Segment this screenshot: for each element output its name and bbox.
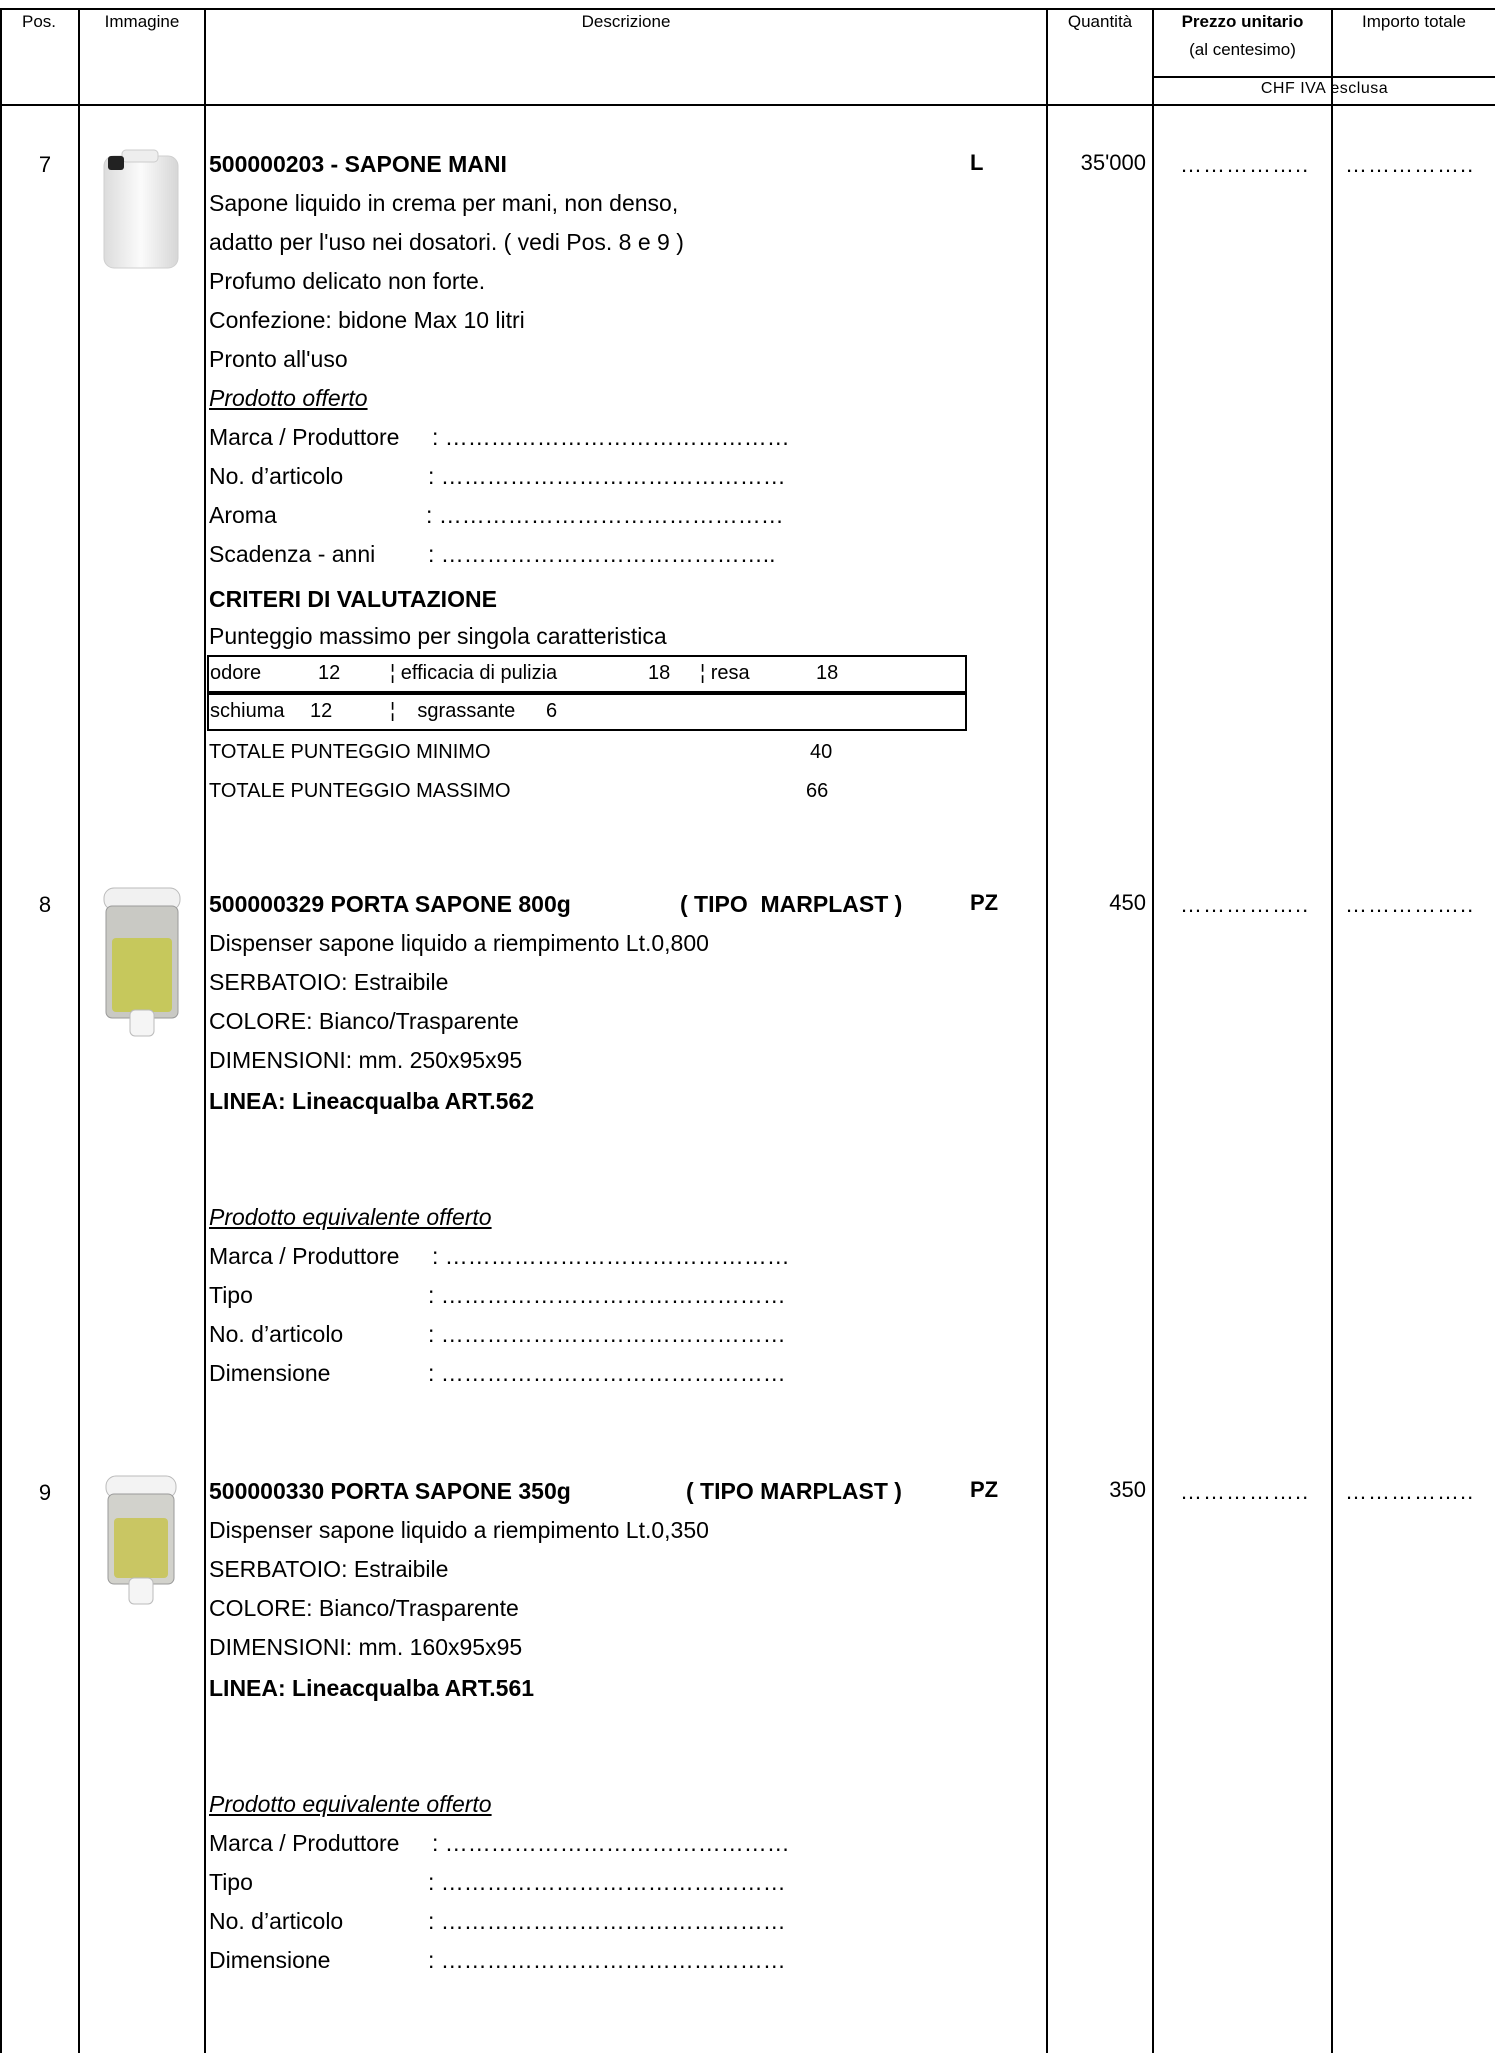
item-8-desc-2: SERBATOIO: Estraibile (209, 969, 449, 995)
item-7-unit: L (970, 150, 984, 175)
criteria-schiuma-name: schiuma (210, 700, 285, 722)
item-9-unit-price-field[interactable]: …………….. (1180, 1479, 1310, 1504)
header-description: Descrizione (581, 12, 671, 31)
item-8-offered-label: Prodotto equivalente offerto (209, 1204, 492, 1230)
item-9-desc-2: SERBATOIO: Estraibile (209, 1556, 449, 1582)
item-8-title: 500000329 PORTA SAPONE 800g (209, 891, 571, 917)
dispenser-350-image (102, 1474, 180, 1606)
criteria-resa-score: 18 (816, 662, 839, 684)
header-total: Importo totale (1362, 12, 1466, 31)
criteria-odore-name: odore (210, 662, 262, 684)
criteria-sgrassante-name: ¦ sgrassante (390, 700, 516, 722)
item-7-desc-3: Profumo delicato non forte. (209, 268, 486, 294)
item-7-desc-5: Pronto all'uso (209, 346, 348, 372)
dispenser-800-image (100, 886, 184, 1038)
item-9-qty: 350 (1109, 1477, 1146, 1502)
criteria-efficacia-score: 18 (648, 662, 671, 684)
item-9-field-dimension-value[interactable]: : ……………………………………… (428, 1947, 786, 1973)
item-8-field-type-value[interactable]: : ……………………………………… (428, 1282, 786, 1308)
item-7-title: 500000203 - SAPONE MANI (209, 151, 507, 177)
header-unit-price: Prezzo unitario (1181, 12, 1304, 31)
item-8-field-dimension-label: Dimensione (209, 1360, 331, 1386)
item-7-field-article-label: No. d’articolo (209, 463, 344, 489)
item-8-field-brand-value[interactable]: : ……………………………………… (432, 1243, 790, 1269)
item-7-unit-price-field[interactable]: …………….. (1180, 152, 1310, 177)
item-7-field-aroma-label: Aroma (209, 502, 277, 528)
item-9-field-article-value[interactable]: : ……………………………………… (428, 1908, 786, 1934)
item-8-desc-4: DIMENSIONI: mm. 250x95x95 (209, 1047, 523, 1073)
item-8-unit: PZ (970, 890, 999, 915)
criteria-odore-score: 12 (318, 662, 341, 684)
item-7-field-brand-value[interactable]: : ……………………………………… (432, 424, 790, 450)
item-7-field-expiry-label: Scadenza - anni (209, 541, 376, 567)
item-7-pos: 7 (38, 152, 52, 177)
item-7-field-article-value[interactable]: : ……………………………………… (428, 463, 786, 489)
total-min-label: TOTALE PUNTEGGIO MINIMO (209, 741, 491, 763)
item-9-unit: PZ (970, 1477, 999, 1502)
item-8-pos: 8 (38, 892, 52, 917)
item-9-line: LINEA: Lineacqualba ART.561 (209, 1675, 535, 1701)
currency-note: CHF IVA esclusa (1260, 80, 1389, 97)
header-pos: Pos. (21, 12, 57, 31)
item-7-qty: 35'000 (1080, 150, 1146, 175)
total-max-value: 66 (806, 780, 829, 802)
item-9-pos: 9 (38, 1480, 52, 1505)
canister-image (96, 146, 186, 270)
item-8-field-dimension-value[interactable]: : ……………………………………… (428, 1360, 786, 1386)
item-8-field-brand-label: Marca / Produttore (209, 1243, 400, 1269)
criteria-subtitle: Punteggio massimo per singola caratteristica (209, 623, 667, 649)
item-9-field-article-label: No. d’articolo (209, 1908, 344, 1934)
item-7-field-brand-label: Marca / Produttore (209, 424, 400, 450)
criteria-schiuma-score: 12 (310, 700, 333, 722)
criteria-sgrassante-score: 6 (546, 700, 558, 722)
item-9-desc-4: DIMENSIONI: mm. 160x95x95 (209, 1634, 523, 1660)
header-unit-price-sub: (al centesimo) (1189, 40, 1296, 59)
item-8-unit-price-field[interactable]: …………….. (1180, 892, 1310, 917)
criteria-title: CRITERI DI VALUTAZIONE (209, 586, 497, 612)
item-8-field-article-label: No. d’articolo (209, 1321, 344, 1347)
header-image: Immagine (104, 12, 180, 31)
item-9-type: ( TIPO MARPLAST ) (686, 1478, 902, 1504)
item-9-desc-1: Dispenser sapone liquido a riempimento Lt.0,350 (209, 1517, 709, 1543)
item-7-field-aroma-value[interactable]: : ……………………………………… (426, 502, 784, 528)
item-9-desc-3: COLORE: Bianco/Trasparente (209, 1595, 519, 1621)
item-8-field-article-value[interactable]: : ……………………………………… (428, 1321, 786, 1347)
item-9-field-brand-label: Marca / Produttore (209, 1830, 400, 1856)
item-9-field-brand-value[interactable]: : ……………………………………… (432, 1830, 790, 1856)
header-quantity: Quantità (1067, 12, 1133, 31)
criteria-resa-name: ¦ resa (700, 662, 750, 684)
item-9-title: 500000330 PORTA SAPONE 350g (209, 1478, 571, 1504)
item-8-desc-1: Dispenser sapone liquido a riempimento Lt.0,800 (209, 930, 709, 956)
item-8-type: ( TIPO MARPLAST ) (680, 891, 903, 917)
item-8-total-field[interactable]: …………….. (1345, 892, 1475, 917)
item-8-desc-3: COLORE: Bianco/Trasparente (209, 1008, 519, 1034)
item-7-total-field[interactable]: …………….. (1345, 152, 1475, 177)
item-8-field-type-label: Tipo (209, 1282, 253, 1308)
item-9-field-type-label: Tipo (209, 1869, 253, 1895)
item-7-offered-label: Prodotto offerto (209, 385, 368, 411)
item-9-field-type-value[interactable]: : ……………………………………… (428, 1869, 786, 1895)
item-8-qty: 450 (1109, 890, 1146, 915)
item-7-field-expiry-value[interactable]: : …………………………………….. (428, 541, 776, 567)
criteria-efficacia-name: ¦ efficacia di pulizia (390, 662, 558, 684)
item-9-total-field[interactable]: …………….. (1345, 1479, 1475, 1504)
item-9-field-dimension-label: Dimensione (209, 1947, 331, 1973)
item-7-desc-1: Sapone liquido in crema per mani, non denso, (209, 190, 679, 216)
item-7-desc-2: adatto per l'uso nei dosatori. ( vedi Pos. 8 e 9 ) (209, 229, 684, 255)
item-7-desc-4: Confezione: bidone Max 10 litri (209, 307, 525, 333)
total-max-label: TOTALE PUNTEGGIO MASSIMO (209, 780, 511, 802)
item-9-offered-label: Prodotto equivalente offerto (209, 1791, 492, 1817)
total-min-value: 40 (810, 741, 833, 763)
item-8-line: LINEA: Lineacqualba ART.562 (209, 1088, 535, 1114)
